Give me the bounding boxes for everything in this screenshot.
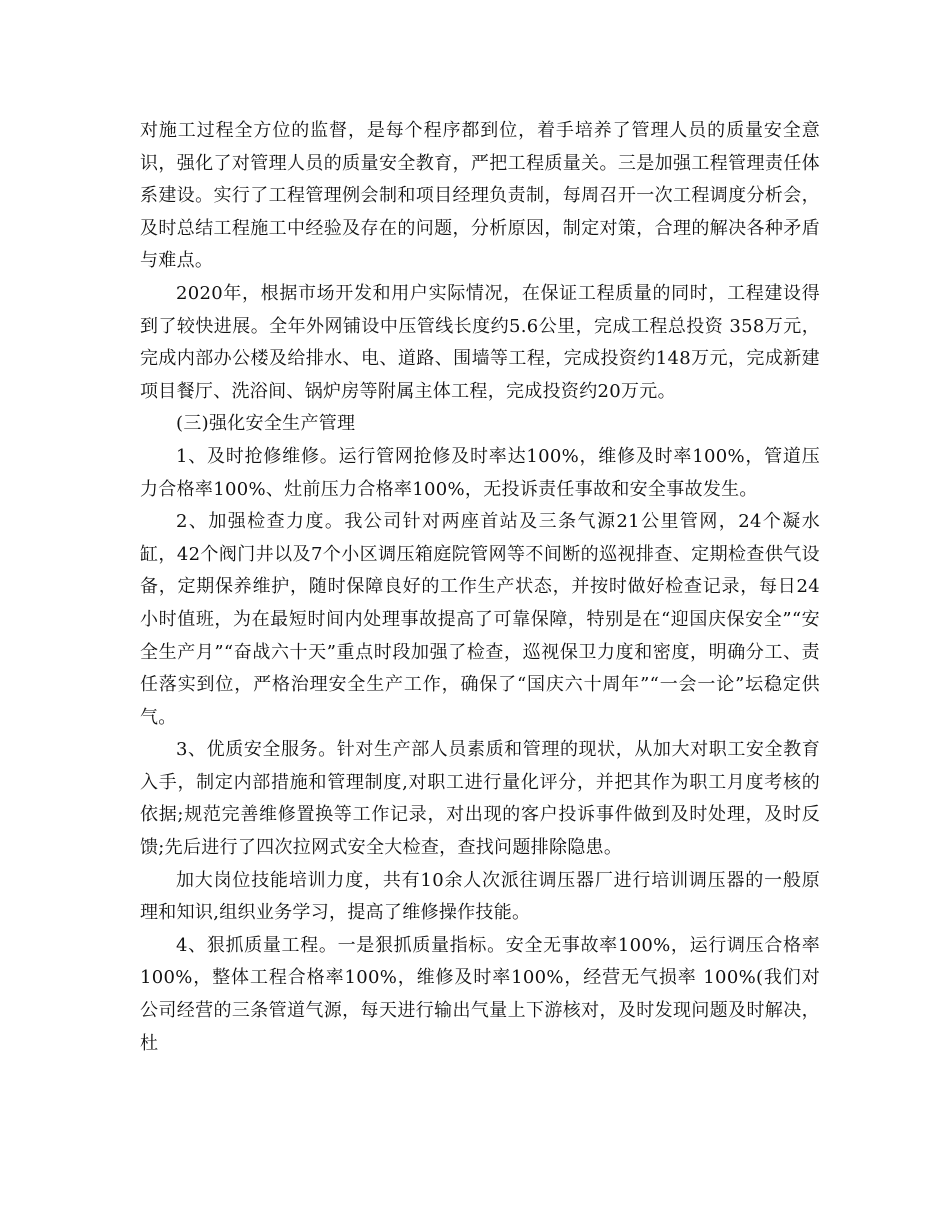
paragraph-item-2: 2、加强检查力度。我公司针对两座首站及三条气源21公里管网，24个凝水缸，42个阀门井以及7个小区调压箱庭院管网等不间断的巡视排查、定期检查供气设备，定期保养维护，随时保障良好的工作生产状态，并按时做好检查记录，每日24小时值班，为在最短时间内处理事故提高了可靠保障，特别是在“迎国庆保安全”“安全生产月”“奋战六十天”重点时段加强了检查，巡视保卫力度和密度，明确分工、责任落实到位，严格治理安全生产工作，确保了“国庆六十周年”“一会一论”坛稳定供气。 <box>140 511 820 728</box>
document-body <box>140 115 820 1060</box>
paragraph-item-4: 4、狠抓质量工程。一是狠抓质量指标。安全无事故率100%，运行调压合格率100%，整体工程合格率100%，维修及时率100%，经营无气损率 100%(我们对公司经营的三条管道气源，每天进行输出气量上下游核对，及时发现问题及时解决，杜 <box>140 934 820 1054</box>
paragraph-2020-progress: 2020年，根据市场开发和用户实际情况，在保证工程质量的同时，工程建设得到了较快进展。全年外网铺设中压管线长度约5.6公里，完成工程总投资 358万元，完成内部办公楼及给排水、电、道路、围墙等工程，完成投资约148万元，完成新建项目餐厅、洗浴间、锅炉房等附属主体工程，完成投资约20万元。 <box>140 282 820 402</box>
paragraph-item-3: 3、优质安全服务。针对生产部人员素质和管理的现状，从加大对职工安全教育入手，制定内部措施和管理制度,对职工进行量化评分，并把其作为职工月度考核的依据;规范完善维修置换等工作记录，对出现的客户投诉事件做到及时处理，及时反馈;先后进行了四次拉网式安全大检查，查找问题排除隐患。 <box>140 739 820 859</box>
section-heading-safety: (三)强化安全生产管理 <box>176 413 356 435</box>
paragraph-continued: 对施工过程全方位的监督，是每个程序都到位，着手培养了管理人员的质量安全意识，强化了对管理人员的质量安全教育，严把工程质量关。三是加强工程管理责任体系建设。实行了工程管理例会制和项目经理负责制，每周召开一次工程调度分析会，及时总结工程施工中经验及存在的问题，分析原因，制定对策，合理的解决各种矛盾与难点。 <box>140 120 820 272</box>
paragraph-training: 加大岗位技能培训力度，共有10余人次派往调压器厂进行培训调压器的一般原理和知识,组织业务学习，提高了维修操作技能。 <box>140 869 820 924</box>
paragraph-item-1: 1、及时抢修维修。运行管网抢修及时率达100%，维修及时率100%，管道压力合格率100%、灶前压力合格率100%，无投诉责任事故和安全事故发生。 <box>140 445 820 500</box>
